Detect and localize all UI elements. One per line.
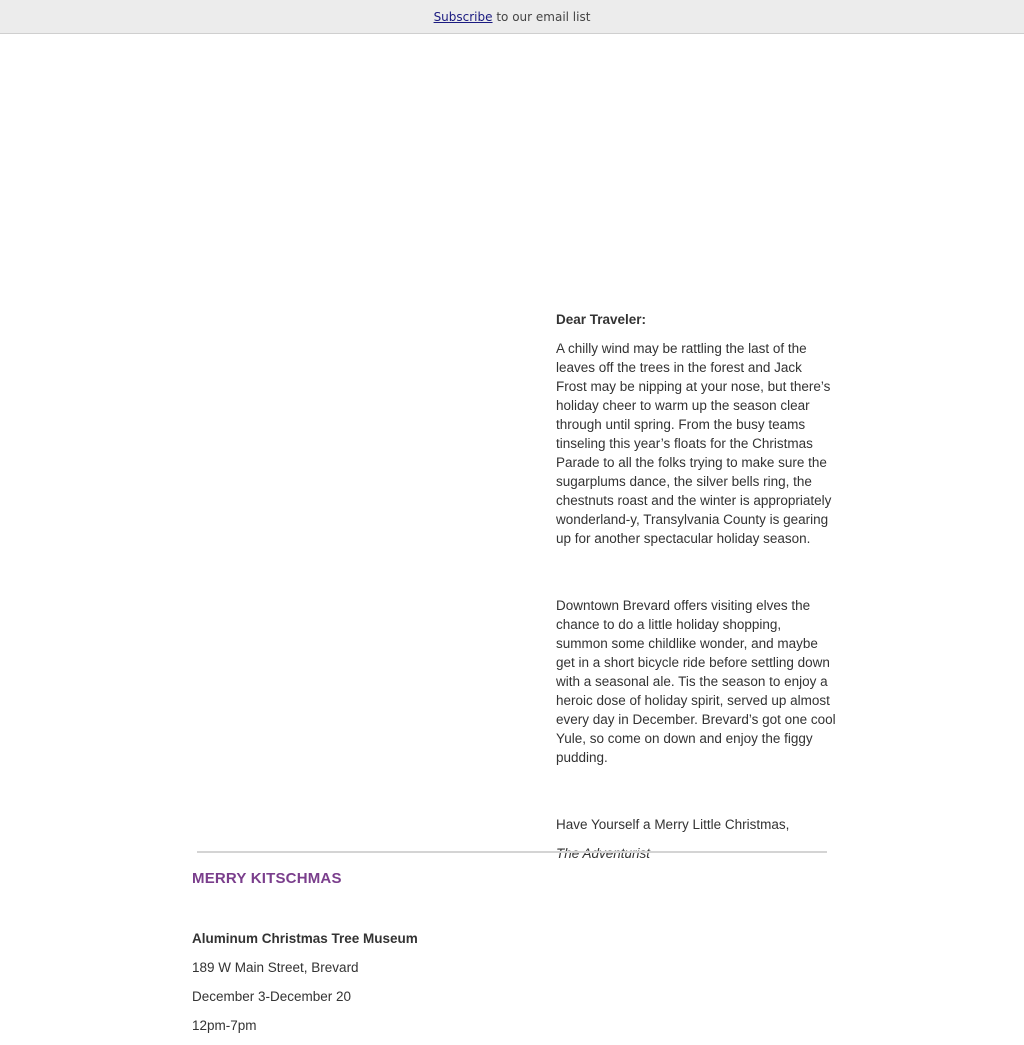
letter-spacer [556, 558, 836, 596]
letter-greeting: Dear Traveler: [556, 312, 647, 327]
section-title: MERRY KITSCHMAS [192, 870, 342, 887]
event-dates: December 3-December 20 [192, 989, 352, 1004]
subscribe-suffix-text: to our email list [492, 10, 591, 24]
event-listing [192, 929, 418, 1045]
subscribe-bar [0, 0, 1024, 34]
letter-signature: The Adventurist [556, 846, 651, 861]
letter-paragraph-2: Downtown Brevard offers visiting elves the chance to do a little holiday shopping, summon some childlike wonder, and maybe get in a short bicycle ride before settling down with a seasonal ale. Tis the season to enjoy a heroic dose of holiday spirit, served up almost every day in December. Brevard’s got one cool Yule, so come on down and enjoy the figgy pudding. [556, 598, 836, 765]
section-divider [197, 851, 827, 853]
event-hours: 12pm-7pm [192, 1018, 257, 1033]
event-name: Aluminum Christmas Tree Museum [192, 931, 418, 946]
letter-paragraph-1: A chilly wind may be rattling the last of the leaves off the trees in the forest and Jack Frost may be nipping at your nose, but there’s holiday cheer to warm up the season clear through until spring. From the busy teams tinseling this year’s floats for the Christmas Parade to all the folks trying to make sure the sugarplums dance, the silver bells ring, the chestnuts roast and the winter is appropriately wonderland-y, Transylvania County is gearing up for another spectacular holiday season. [556, 341, 832, 546]
letter-closing: Have Yourself a Merry Little Christmas, [556, 817, 790, 832]
letter-spacer [556, 777, 836, 815]
event-address: 189 W Main Street, Brevard [192, 960, 359, 975]
letter-body [556, 310, 836, 873]
subscribe-link[interactable]: Subscribe [433, 10, 493, 24]
